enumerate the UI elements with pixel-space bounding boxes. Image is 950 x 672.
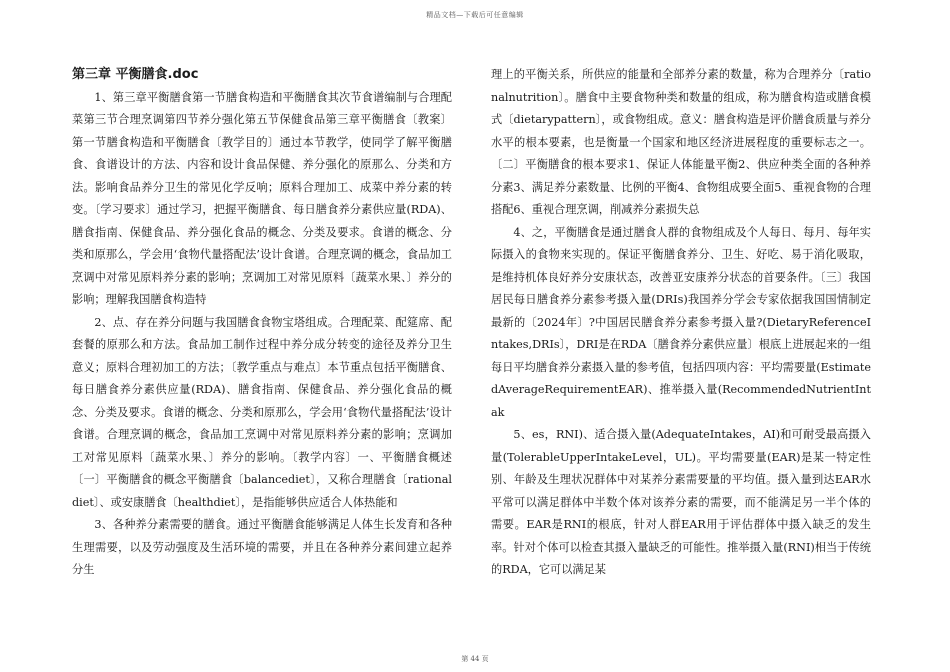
paragraph-1: 1、第三章平衡膳食第一节膳食构造和平衡膳食其次节食谱编制与合理配菜第三节合理烹调第四节养分强化第五节保健食品第三章平衡膳食〔教案〕第一节膳食构造和平衡膳食〔教学目的〕通过本节教学，使同学了解平衡膳食、食谱设计的方法、内容和设计食品保健、养分强化的原那么、分类和方法。影响食品养分卫生的常见化学反响；原料合理加工、成菜中养分素的转变。〔学习要求〕通过学习，把握平衡膳食、每日膳食养分素供应量(RDA)、膳食指南、保健食品、养分强化食品的概念、分类及要求。食谱的概念、分类和原那么，学会用‘食物代量搭配法’设计食谱。合理烹调的概念，食品加工烹调中对常见原料养分素的影响；烹调加工对常见原料〔蔬菜水果、〕养分的影响；理解我国膳食构造特 — [72, 90, 452, 306]
right-column — [491, 64, 871, 582]
document-title: 第三章 平衡膳食.doc — [72, 67, 199, 82]
left-column — [72, 64, 452, 582]
page-number: 第 44 页 — [461, 655, 489, 663]
paragraph-2: 2、点、存在养分问题与我国膳食食物宝塔组成。合理配菜、配筵席、配套餐的原那么和方法。食品加工制作过程中养分成分转变的途径及养分卫生意义；原料合理初加工的方法；〔教学重点与难点〕本节重点包括平衡膳食、每日膳食养分素供应量(RDA)、膳食指南、保健食品、养分强化食品的概念、分类及要求。食谱的概念、分类和原那么，学会用‘食物代量搭配法’设计食谱。合理烹调的概念，食品加工烹调中对常见原料养分素的影响；烹调加工对常见原料〔蔬菜水果、〕养分的影响。〔教学内容〕一、平衡膳食概述〔一〕平衡膳食的概念平衡膳食〔balancediet〕，又称合理膳食〔rationaldiet〕、或安康膳食〔healthdiet〕，是指能够供应适合人体热能和 — [72, 315, 452, 509]
paragraph-3: 3、各种养分素需要的膳食。通过平衡膳食能够满足人体生长发育和各种生理需要，以及劳动强度及生活环境的需要，并且在各种养分素间建立起养分生 — [72, 518, 452, 576]
paragraph-5: 5、es，RNI)、适合摄入量(AdequateIntakes，AI)和可耐受最高摄入量(TolerableUpperIntakeLevel，UL)。平均需要量(EAR)是某一特定性别、年龄及生理状况群体中对某养分素需要量的平均值。摄入量到达EAR水平常可以满足群体中半数个体对该养分素的需要，而不能满足另一半个体的需要。EAR是RNI的根底，针对人群EAR用于评估群体中摄入缺乏的发生率。针对个体可以检查其摄入量缺乏的可能性。推举摄入量(RNI)相当于传统的RDA，它可以满足某 — [491, 428, 871, 576]
paragraph-3-continued: 理上的平衡关系，所供应的能量和全部养分素的数量，称为合理养分〔rationalnutrition〕。膳食中主要食物种类和数量的组成，称为膳食构造或膳食模式〔dietarypattern〕，或食物组成。意义：膳食构造是评价膳食质量与养分水平的根本要素，也是衡量一个国家和地区经济进展程度的重要标志之一。〔二〕平衡膳食的根本要求1、保证人体能量平衡2、供应种类全面的各种养分素3、满足养分素数量、比例的平衡4、食物组成要全面5、重视食物的合理搭配6、重视合理烹调，削减养分素损失总 — [491, 68, 871, 216]
page-header: 精品文档—下载后可任意编辑 — [426, 11, 524, 19]
paragraph-4: 4、之，平衡膳食是通过膳食人群的食物组成及个人每日、每月、每年实际摄入的食物来实现的。保证平衡膳食养分、卫生、好吃、易于消化吸取，是维持机体良好养分安康状态，改善亚安康养分状态的首要条件。〔三〕我国居民每日膳食养分素参考摄入量(DRIs)我国养分学会专家依据我国国情制定最新的〔2024年〕?中国居民膳食养分素参考摄入量?(DietaryReferenceIntakes,DRIs〕，DRI是在RDA〔膳食养分素供应量〕根底上进展起来的一组每日平均膳食养分素摄入量的参考值，包括四项内容：平均需要量(EstimatedAverageRequirementEAR)、推举摄入量(RecommendedNutrientIntak — [491, 225, 871, 419]
